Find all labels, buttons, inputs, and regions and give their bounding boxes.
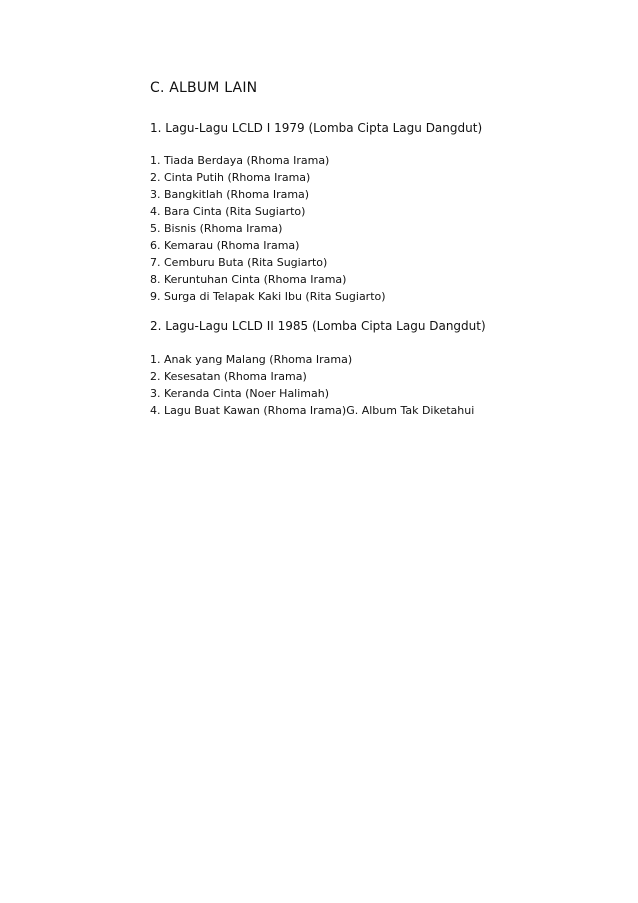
section-1-list — [150, 152, 386, 305]
list-item: 2. Cinta Putih (Rhoma Irama) — [150, 171, 311, 184]
section-heading: C. ALBUM LAIN — [150, 80, 258, 96]
list-item: 4. Bara Cinta (Rita Sugiarto) — [150, 205, 306, 218]
list-item: 6. Kemarau (Rhoma Irama) — [150, 239, 300, 252]
section-2-list — [150, 351, 474, 419]
list-item: 5. Bisnis (Rhoma Irama) — [150, 222, 283, 235]
list-item: 9. Surga di Telapak Kaki Ibu (Rita Sugiarto) — [150, 290, 386, 303]
list-item: 4. Lagu Buat Kawan (Rhoma Irama)G. Album Tak Diketahui — [150, 404, 475, 417]
list-item: 7. Cemburu Buta (Rita Sugiarto) — [150, 256, 328, 269]
section-1-title: 1. Lagu-Lagu LCLD I 1979 (Lomba Cipta Lagu Dangdut) — [150, 121, 483, 135]
section-2-title: 2. Lagu-Lagu LCLD II 1985 (Lomba Cipta Lagu Dangdut) — [150, 319, 486, 333]
list-item: 3. Keranda Cinta (Noer Halimah) — [150, 387, 330, 400]
list-item: 8. Keruntuhan Cinta (Rhoma Irama) — [150, 273, 347, 286]
list-item: 1. Anak yang Malang (Rhoma Irama) — [150, 353, 353, 366]
list-item: 2. Kesesatan (Rhoma Irama) — [150, 370, 307, 383]
list-item: 3. Bangkitlah (Rhoma Irama) — [150, 188, 310, 201]
list-item: 1. Tiada Berdaya (Rhoma Irama) — [150, 154, 330, 167]
